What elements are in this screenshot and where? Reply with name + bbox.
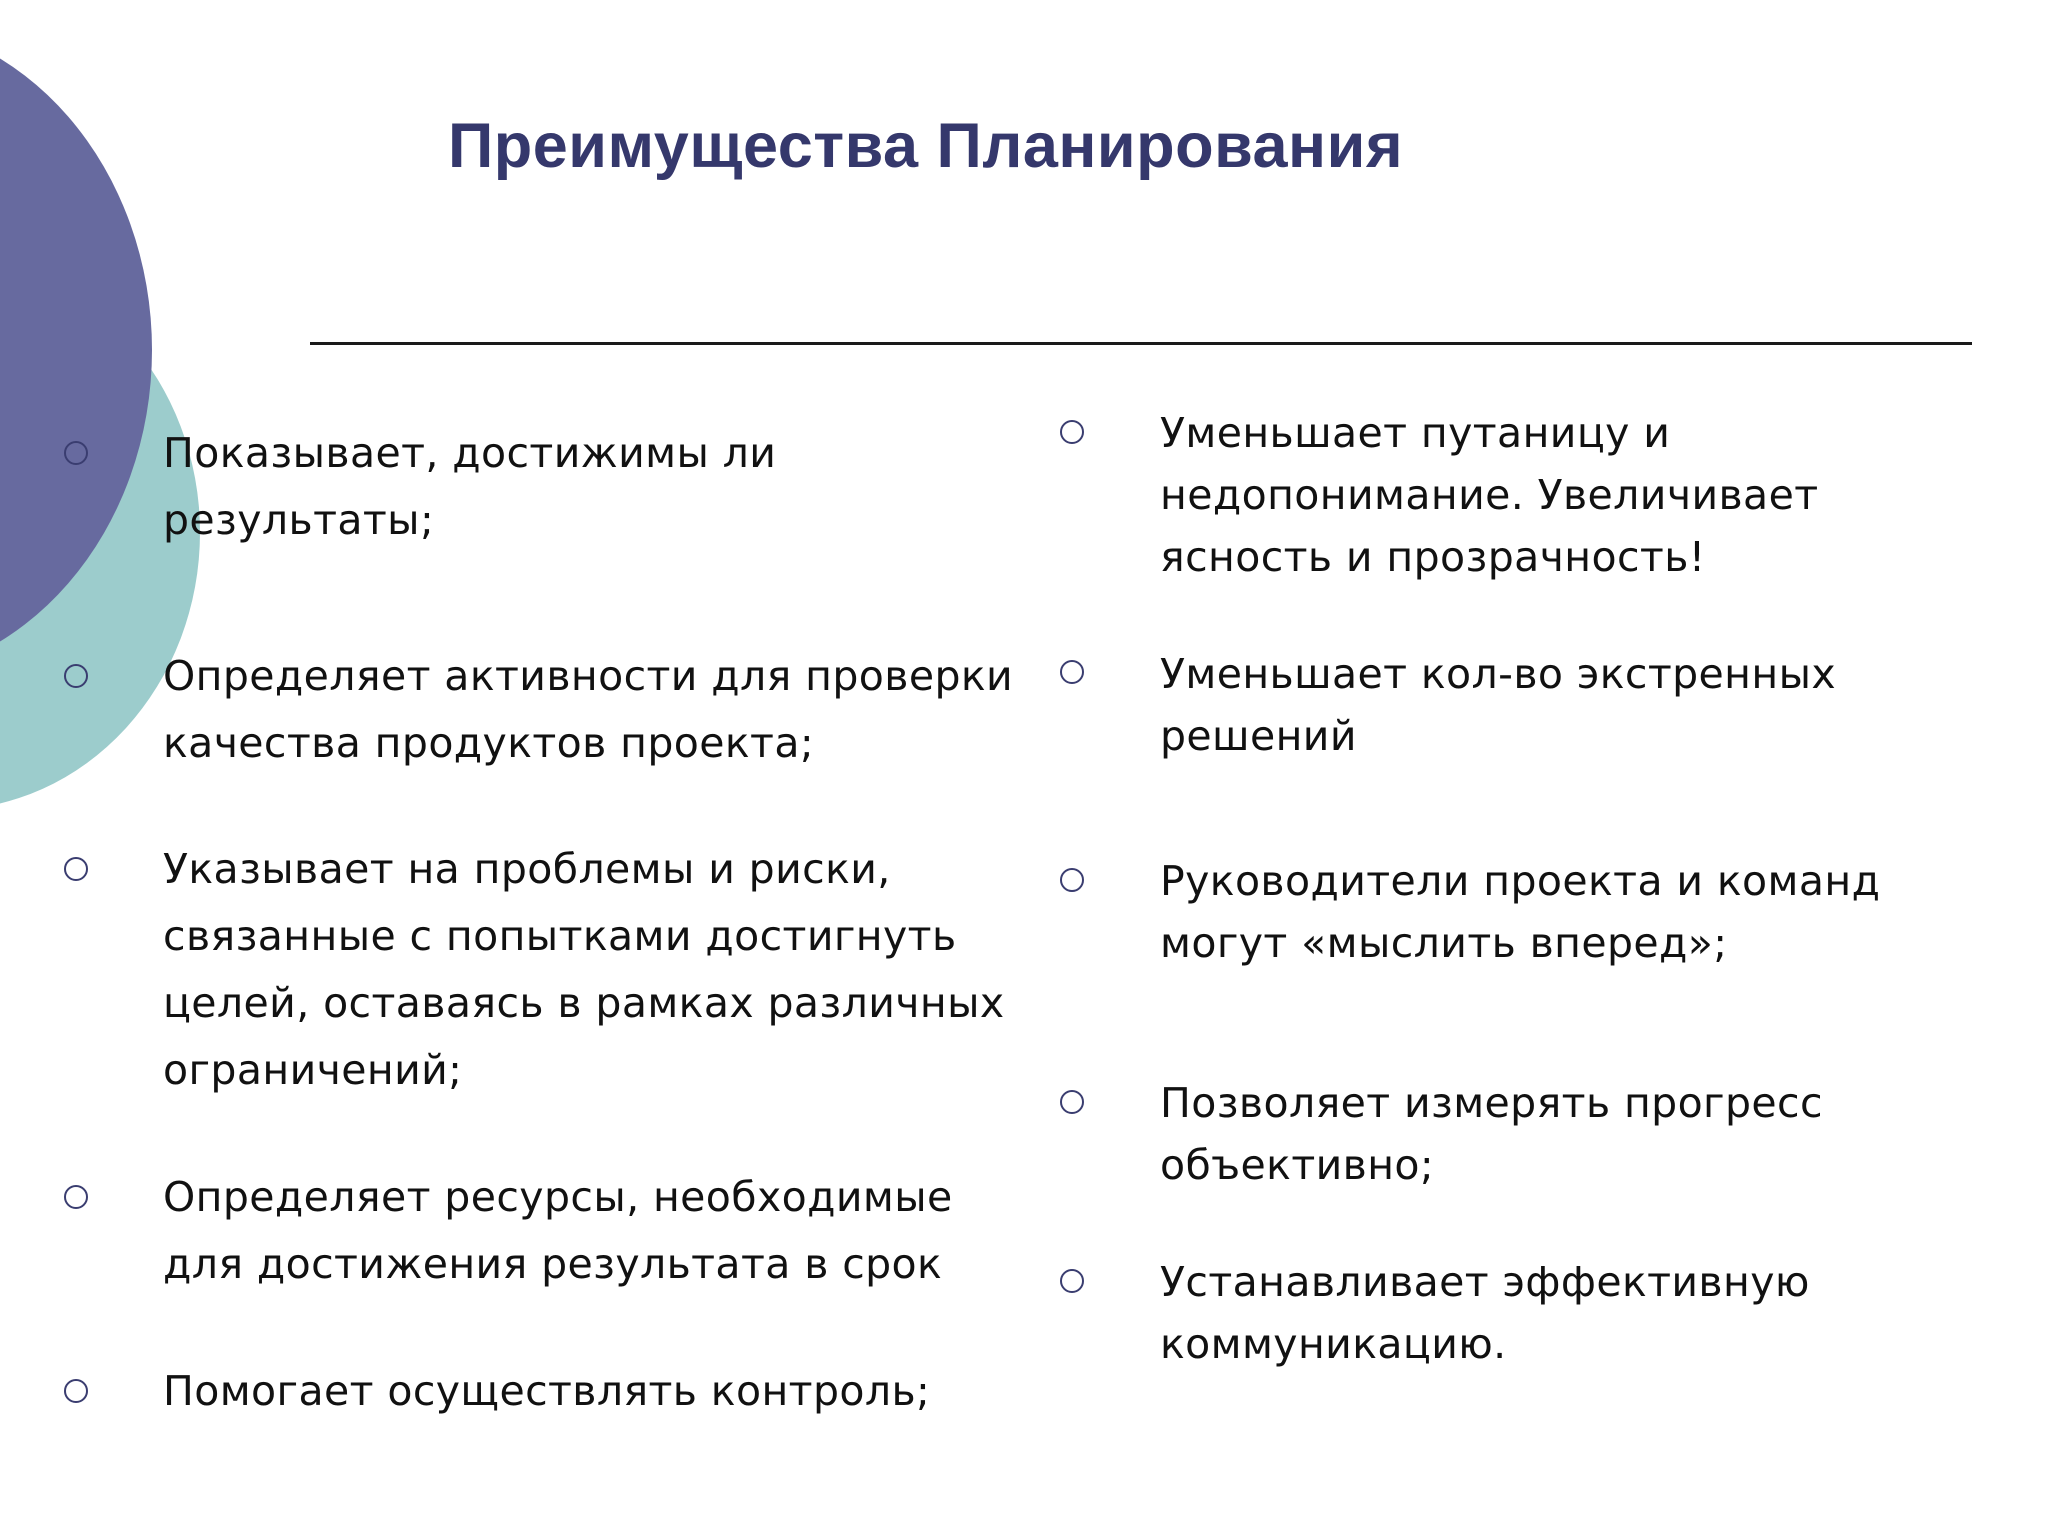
list-item-line: Показывает, достижимы ли <box>163 429 777 477</box>
hollow-circle-icon <box>1060 1269 1084 1293</box>
list-item-line: решений <box>1160 712 1357 760</box>
left-item-2 <box>163 643 1013 777</box>
left-item-5 <box>163 1358 930 1425</box>
right-item-4 <box>1160 1072 1823 1196</box>
list-item-line: для достижения результата в срок <box>163 1240 943 1288</box>
left-item-4 <box>163 1164 953 1298</box>
right-item-5 <box>1160 1251 1810 1375</box>
list-item-line: ясность и прозрачность! <box>1160 533 1706 581</box>
list-item-line: целей, оставаясь в рамках различных <box>163 979 1005 1027</box>
slide-title: Преимущества Планирования <box>448 111 1404 181</box>
title-divider <box>310 342 1972 345</box>
hollow-circle-icon <box>64 441 88 465</box>
hollow-circle-icon <box>1060 1090 1084 1114</box>
list-item-line: результаты; <box>163 496 435 544</box>
right-item-3 <box>1160 850 1880 974</box>
list-item-line: могут «мыслить вперед»; <box>1160 919 1728 967</box>
list-item-line: Руководители проекта и команд <box>1160 857 1881 905</box>
list-item-line: Устанавливает эффективную <box>1160 1258 1810 1306</box>
list-item-line: Уменьшает путаницу и <box>1160 409 1671 457</box>
left-item-1 <box>163 420 776 554</box>
hollow-circle-icon <box>64 857 88 881</box>
list-item-line: Уменьшает кол-во экстренных <box>1160 650 1837 698</box>
list-item-line: Определяет ресурсы, необходимые <box>163 1173 953 1221</box>
hollow-circle-icon <box>1060 868 1084 892</box>
left-item-3 <box>163 836 1005 1104</box>
list-item-line: Позволяет измерять прогресс <box>1160 1079 1823 1127</box>
hollow-circle-icon <box>64 1379 88 1403</box>
list-item-line: ограничений; <box>163 1046 463 1094</box>
list-item-line: объективно; <box>1160 1141 1435 1189</box>
hollow-circle-icon <box>64 1185 88 1209</box>
list-item-line: коммуникацию. <box>1160 1320 1507 1368</box>
list-item-line: качества продуктов проекта; <box>163 719 815 767</box>
right-item-2 <box>1160 643 1836 767</box>
list-item-line: недопонимание. Увеличивает <box>1160 471 1819 519</box>
hollow-circle-icon <box>1060 420 1084 444</box>
hollow-circle-icon <box>64 664 88 688</box>
list-item-line: Помогает осуществлять контроль; <box>163 1367 931 1415</box>
list-item-line: связанные с попытками достигнуть <box>163 912 957 960</box>
hollow-circle-icon <box>1060 660 1084 684</box>
right-item-1 <box>1160 402 1819 588</box>
list-item-line: Указывает на проблемы и риски, <box>163 845 891 893</box>
list-item-line: Определяет активности для проверки <box>163 652 1014 700</box>
